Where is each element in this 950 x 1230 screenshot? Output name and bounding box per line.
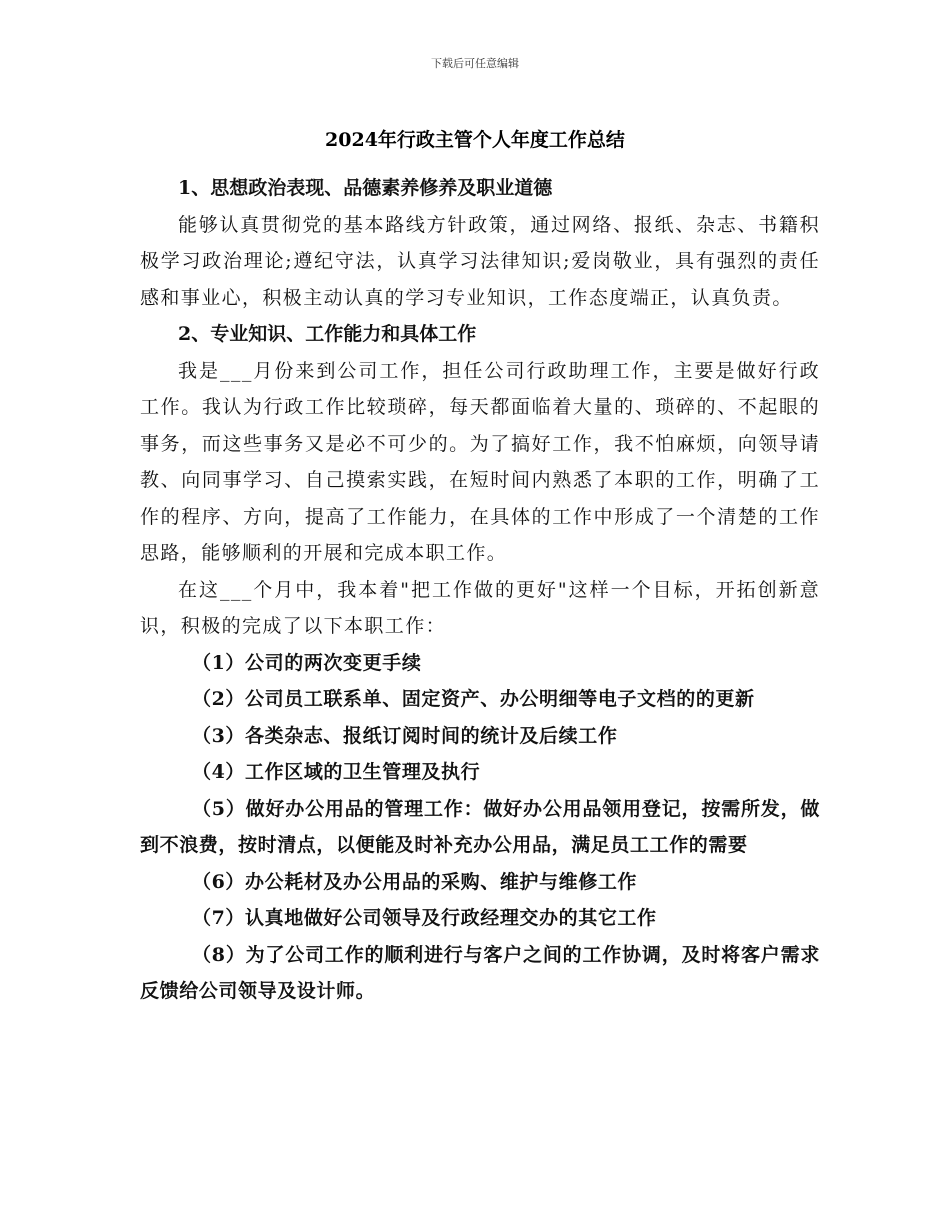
- section-heading: 1、思想政治表现、品德素养修养及职业道德: [178, 177, 553, 199]
- list-item: （6）办公耗材及办公用品的采购、维护与维修工作: [192, 870, 638, 893]
- paragraph: 我是___月份来到公司工作，担任公司行政助理工作，主要是做好行政工作。我认为行政工作比较琐碎，每天都面临着大量的、琐碎的、不起眼的事务，而这些事务又是必不可少的。为了搞好工作，我不怕麻烦，向领导请教、向同事学习、自己摸索实践，在短时间内熟悉了本职的工作，明确了工作的程序、方向，提高了工作能力，在具体的工作中形成了一个清楚的工作思路，能够顺利的开展和完成本职工作。: [140, 359, 820, 564]
- list-item: （5）做好办公用品的管理工作：做好办公用品领用登记，按需所发，做到不浪费，按时清点，以便能及时补充办公用品，满足员工工作的需要: [140, 797, 820, 856]
- list-item: （7）认真地做好公司领导及行政经理交办的其它工作: [192, 907, 657, 929]
- list-item: （8）为了公司工作的顺利进行与客户之间的工作协调，及时将客户需求反馈给公司领导及设计师。: [140, 943, 820, 1002]
- section-heading: 2、专业知识、工作能力和具体工作: [178, 323, 477, 345]
- paragraph: 能够认真贯彻党的基本路线方针政策，通过网络、报纸、杂志、书籍积极学习政治理论;遵纪守法，认真学习法律知识;爱岗敬业，具有强烈的责任感和事业心，积极主动认真的学习专业知识，工作态度端正，认真负责。: [140, 213, 820, 309]
- list-item: （3）各类杂志、报纸订阅时间的统计及后续工作: [192, 724, 618, 747]
- document-title: 2024年行政主管个人年度工作总结: [325, 129, 625, 151]
- list-item: （4）工作区域的卫生管理及执行: [192, 761, 481, 783]
- header-note: 下载后可任意编辑: [431, 57, 519, 70]
- paragraph: 在这___个月中，我本着"把工作做的更好"这样一个目标，开拓创新意识，积极的完成了以下本职工作：: [140, 578, 820, 637]
- list-item: （1）公司的两次变更手续: [192, 651, 422, 674]
- document-body: [140, 170, 820, 1010]
- list-item: （2）公司员工联系单、固定资产、办公明细等电子文档的的更新: [192, 688, 755, 710]
